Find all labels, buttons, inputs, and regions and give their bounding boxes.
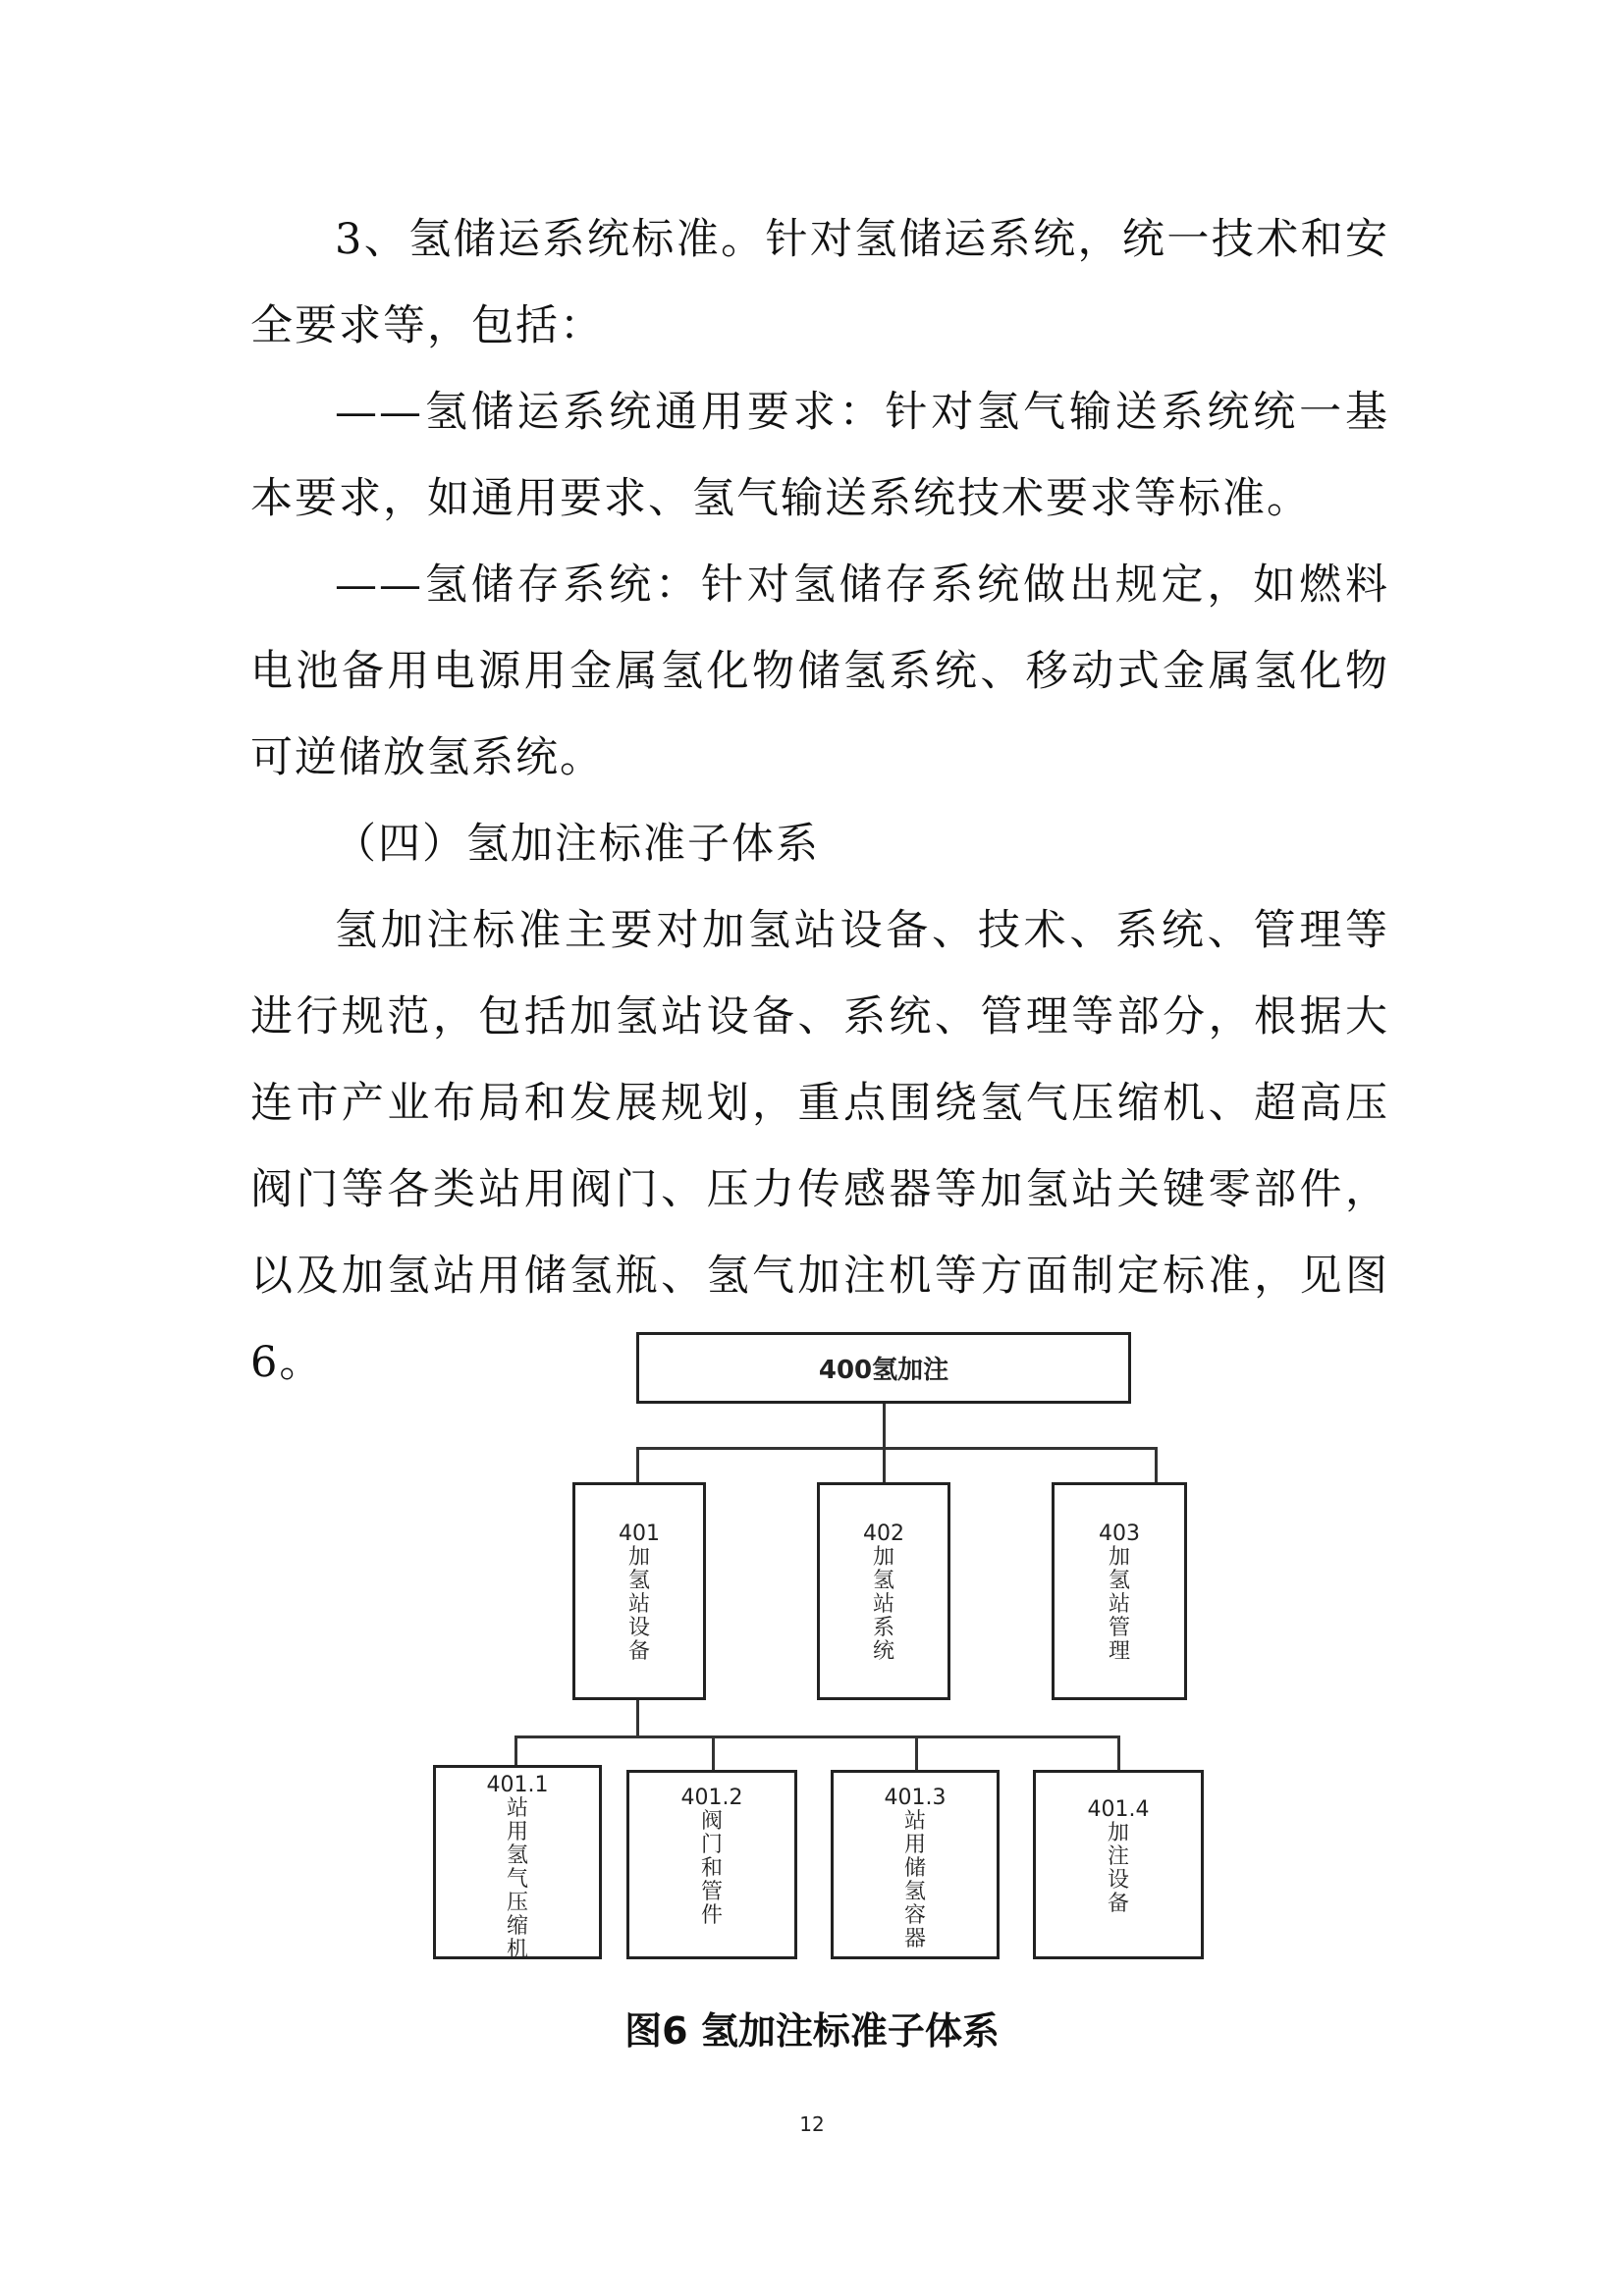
node-label: 站用氢气压缩机: [506, 1796, 528, 1962]
node-401-3: [831, 1770, 1000, 1959]
connector-line: [636, 1698, 639, 1737]
connector-line: [514, 1735, 517, 1767]
node-403: [1052, 1482, 1187, 1700]
connector-line: [883, 1402, 886, 1448]
node-402: [817, 1482, 950, 1700]
node-code: 402: [863, 1522, 904, 1546]
node-code: 403: [1099, 1522, 1140, 1546]
connector-line: [1155, 1447, 1158, 1484]
node-label: 加注设备: [1107, 1821, 1129, 1916]
page-number: 12: [799, 2112, 825, 2136]
paragraph-hydrogen-storage-transport: 3、氢储运系统标准。针对氢储运系统，统一技术和安全要求等，包括：: [250, 215, 1389, 350]
node-401-2: [626, 1770, 797, 1959]
paragraph-general-requirements: ——氢储运系统通用要求：针对氢气输送系统统一基本要求，如通用要求、氢气输送系统技术要求等标准。: [250, 388, 1389, 523]
node-label: 站用储氢容器: [903, 1809, 926, 1951]
connector-line: [915, 1735, 918, 1772]
root-node: [636, 1332, 1131, 1404]
figure-caption: 图6 氢加注标准子体系: [624, 2009, 1000, 2053]
node-code: 401.1: [486, 1773, 549, 1797]
paragraph-hydrogen-refueling: 氢加注标准主要对加氢站设备、技术、系统、管理等进行规范，包括加氢站设备、系统、管理等部分，根据大连市产业布局和发展规划，重点围绕氢气压缩机、超高压阀门等各类站用阀门、压力传感器等加氢站关键零部件，以及加氢站用储氢瓶、氢气加注机等方面制定标准，见图6。: [250, 906, 1389, 1387]
connector-line: [883, 1447, 886, 1484]
connector-line: [636, 1447, 1157, 1450]
node-label: 加氢站设备: [627, 1545, 650, 1664]
node-401-4: [1033, 1770, 1204, 1959]
node-code: 401.3: [884, 1786, 947, 1810]
node-code: 401.4: [1087, 1797, 1150, 1822]
connector-line: [1117, 1735, 1120, 1772]
section-heading: （四）氢加注标准子体系: [334, 820, 820, 869]
node-401-1: [433, 1765, 602, 1962]
node-401: [572, 1482, 706, 1700]
connector-line: [636, 1447, 639, 1484]
paragraph-storage-system: ——氢储存系统：针对氢储存系统做出规定，如燃料电池备用电源用金属氢化物储氢系统、移动式金属氢化物可逆储放氢系统。: [250, 561, 1389, 782]
root-node-label: 400氢加注: [818, 1356, 949, 1385]
connector-line: [514, 1735, 1119, 1738]
node-label: 阀门和管件: [700, 1809, 723, 1928]
node-label: 加氢站管理: [1108, 1545, 1130, 1664]
connector-line: [712, 1735, 715, 1772]
node-label: 加氢站系统: [872, 1545, 894, 1664]
node-code: 401.2: [680, 1786, 743, 1810]
node-code: 401: [619, 1522, 660, 1546]
